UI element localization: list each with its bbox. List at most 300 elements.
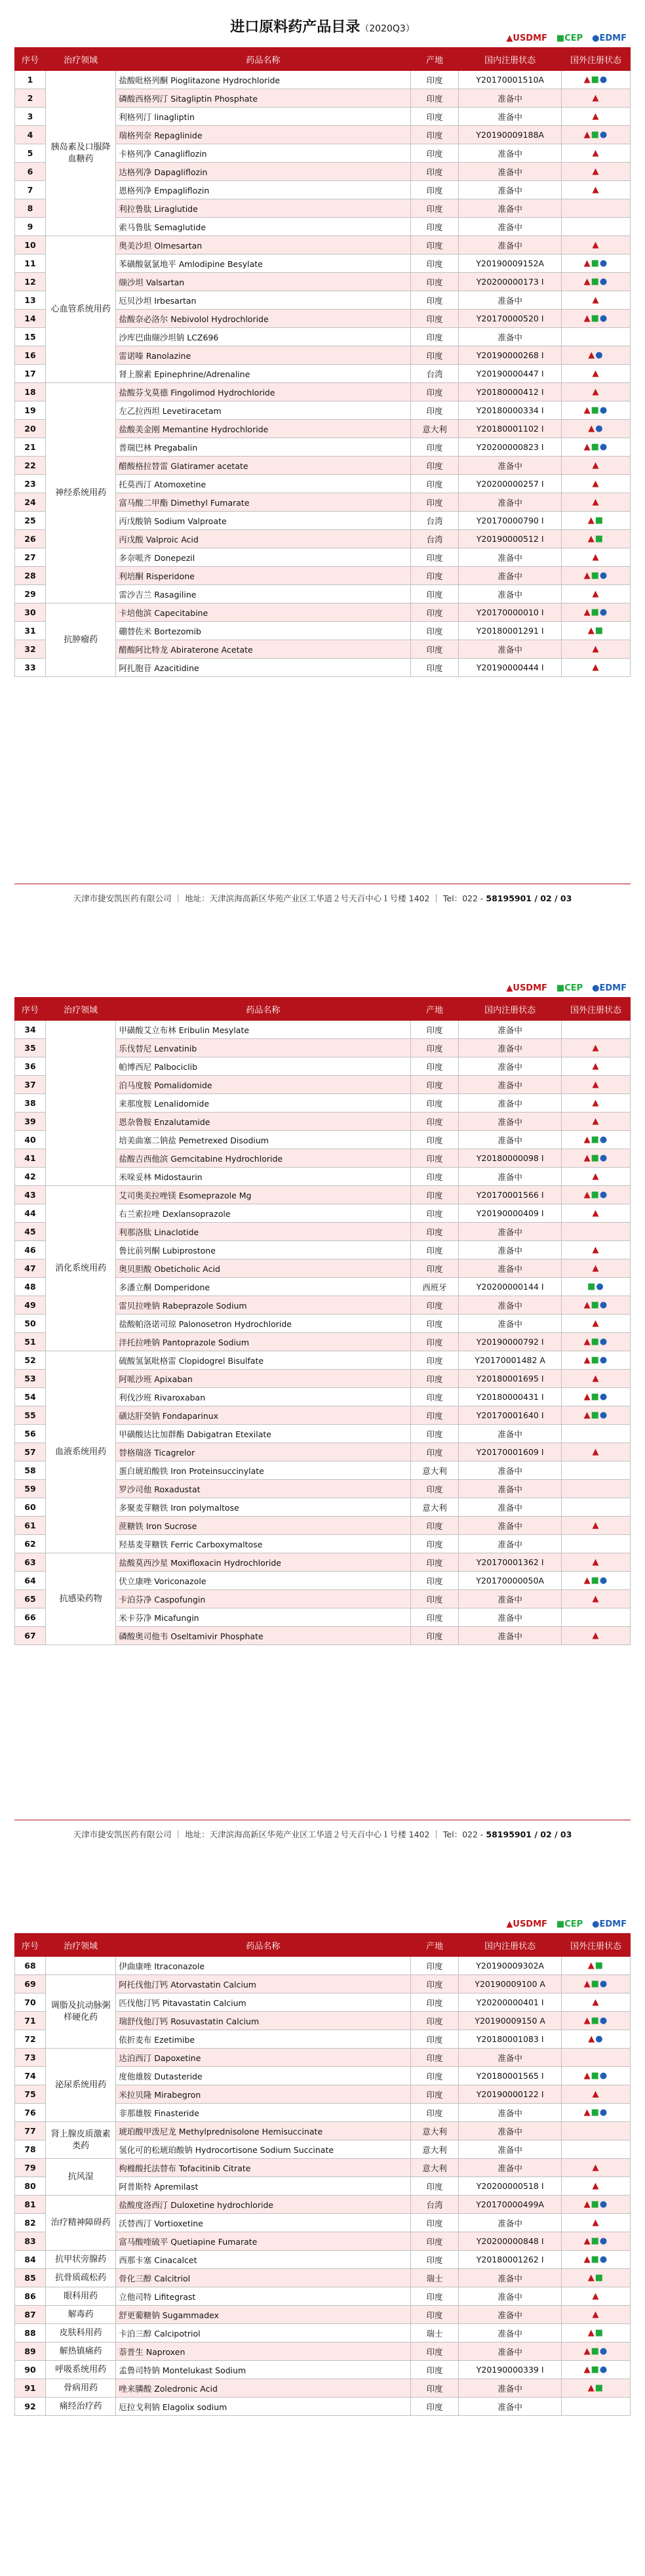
- cell-origin: 印度: [410, 1425, 459, 1443]
- cell-domestic-status: 准备中: [459, 2214, 562, 2232]
- cell-drug-name: 利培酮 Risperidone: [116, 567, 410, 585]
- cell-foreign-status: [561, 1168, 630, 1186]
- cell-therapeutic-area: 抗感染药物: [45, 1553, 115, 1645]
- usdmf-mark-icon: ▲: [583, 2346, 591, 2356]
- table-body: [15, 1021, 631, 1645]
- cep-mark-icon: ■: [591, 1190, 600, 1200]
- cell-origin: 印度: [410, 218, 459, 236]
- cell-domestic-status: Y20170001609 I: [459, 1443, 562, 1462]
- cell-foreign-status: [561, 1241, 630, 1259]
- cell-origin: 印度: [410, 475, 459, 493]
- cell-domestic-status: 准备中: [459, 1168, 562, 1186]
- cell-foreign-status: [561, 2030, 630, 2049]
- cell-no: 40: [15, 1131, 46, 1149]
- cep-mark-icon: ■: [591, 1979, 600, 1989]
- cell-domestic-status: Y20180000431 I: [459, 1388, 562, 1406]
- cell-foreign-status: [561, 236, 630, 255]
- header-reg: 国外注册状态: [561, 48, 630, 71]
- cell-origin: 印度: [410, 2398, 459, 2416]
- cell-domestic-status: 准备中: [459, 2159, 562, 2177]
- cell-foreign-status: [561, 310, 630, 328]
- cell-origin: 印度: [410, 1957, 459, 1975]
- cell-no: 80: [15, 2177, 46, 2196]
- cell-no: 72: [15, 2030, 46, 2049]
- cell-therapeutic-area: 眼科用药: [45, 2287, 115, 2306]
- cell-origin: 印度: [410, 2306, 459, 2324]
- cell-origin: 西班牙: [410, 1278, 459, 1296]
- table-row: [15, 2306, 631, 2324]
- cell-no: 26: [15, 530, 46, 548]
- cell-origin: 印度: [410, 89, 459, 108]
- cep-mark-icon: ■: [595, 534, 604, 544]
- usdmf-mark-icon: ▲: [583, 2365, 591, 2375]
- cell-therapeutic-area: 抗骨质疏松药: [45, 2269, 115, 2287]
- header-origin: 产地: [410, 1934, 459, 1957]
- usdmf-mark-icon: ▲: [592, 2291, 600, 2301]
- usdmf-mark-icon: ▲: [592, 185, 600, 195]
- cell-no: 18: [15, 383, 46, 401]
- cell-drug-name: 阿扎胞苷 Azacitidine: [116, 659, 410, 677]
- cell-foreign-status: [561, 1351, 630, 1370]
- usdmf-mark-icon: ▲: [583, 1135, 591, 1145]
- cell-origin: 印度: [410, 273, 459, 291]
- table-row: [15, 1553, 631, 1572]
- cell-foreign-status: [561, 585, 630, 603]
- cell-domestic-status: 准备中: [459, 199, 562, 218]
- usdmf-mark-icon: ▲: [592, 1172, 600, 1181]
- catalog-page-1: [0, 0, 645, 950]
- usdmf-mark-icon: ▲: [583, 1153, 591, 1163]
- cell-therapeutic-area: [45, 1021, 115, 1186]
- cep-mark-icon: ■: [591, 2365, 600, 2375]
- cell-origin: 印度: [410, 1223, 459, 1241]
- cell-domestic-status: 准备中: [459, 640, 562, 659]
- cell-foreign-status: [561, 2049, 630, 2067]
- usdmf-mark-icon: ▲: [592, 1116, 600, 1126]
- cell-no: 76: [15, 2104, 46, 2122]
- registration-legend: [14, 1915, 631, 1933]
- cell-drug-name: 枸橼酸托法替布 Tofacitinib Citrate: [116, 2159, 410, 2177]
- cell-foreign-status: [561, 1333, 630, 1351]
- cep-mark-icon: ■: [591, 75, 600, 85]
- cell-drug-name: 普瑞巴林 Pregabalin: [116, 438, 410, 457]
- cell-drug-name: 替格瑞洛 Ticagrelor: [116, 1443, 410, 1462]
- cell-domestic-status: Y20190000512 I: [459, 530, 562, 548]
- cell-drug-name: 培美曲塞二钠盐 Pemetrexed Disodium: [116, 1131, 410, 1149]
- footer-addr-label: 地址：: [185, 1830, 210, 1839]
- cell-domestic-status: 准备中: [459, 2379, 562, 2398]
- catalog-page-2: [0, 950, 645, 1886]
- edmf-mark-icon: ●: [599, 277, 608, 287]
- header-no: 序号: [15, 48, 46, 71]
- cell-foreign-status: [561, 2085, 630, 2104]
- cell-drug-name: 卡泊芬净 Caspofungin: [116, 1590, 410, 1608]
- cell-domestic-status: Y20170000790 I: [459, 512, 562, 530]
- cell-therapeutic-area: 抗肿瘤药: [45, 603, 115, 677]
- cep-mark-icon: ■: [591, 258, 600, 268]
- cell-origin: 印度: [410, 438, 459, 457]
- cell-domestic-status: 准备中: [459, 2269, 562, 2287]
- usdmf-mark-icon: ▲: [587, 1961, 595, 1971]
- cell-domestic-status: Y20190000122 I: [459, 2085, 562, 2104]
- cell-origin: 印度: [410, 71, 459, 89]
- header-name: 药品名称: [116, 998, 410, 1021]
- cell-therapeutic-area: 抗甲状旁腺药: [45, 2251, 115, 2269]
- cell-domestic-status: Y20200000173 I: [459, 273, 562, 291]
- cell-origin: 印度: [410, 1039, 459, 1057]
- header-name: 药品名称: [116, 48, 410, 71]
- cep-mark-icon: ■: [591, 1410, 600, 1420]
- cell-origin: 印度: [410, 1094, 459, 1113]
- cell-drug-name: 舒更葡糖钠 Sugammadex: [116, 2306, 410, 2324]
- cell-drug-name: 厄贝沙坦 Irbesartan: [116, 291, 410, 310]
- usdmf-mark-icon: ▲: [592, 460, 600, 470]
- cell-domestic-status: Y20170001362 I: [459, 1553, 562, 1572]
- cell-no: 8: [15, 199, 46, 218]
- table-row: [15, 2324, 631, 2342]
- legend-usdmf: ▲USDMF: [506, 33, 547, 43]
- edmf-mark-icon: ●: [595, 350, 604, 360]
- edmf-mark-icon: ●: [599, 2365, 608, 2375]
- cell-domestic-status: 准备中: [459, 1296, 562, 1315]
- cep-mark-icon: ■: [591, 607, 600, 617]
- cell-foreign-status: [561, 1021, 630, 1039]
- table-row: [15, 2049, 631, 2067]
- edmf-mark-icon: ●: [596, 1282, 604, 1292]
- cell-origin: 印度: [410, 310, 459, 328]
- cep-mark-icon: ■: [591, 1337, 600, 1347]
- cell-drug-name: 孟鲁司特钠 Montelukast Sodium: [116, 2361, 410, 2379]
- cell-foreign-status: [561, 89, 630, 108]
- cell-drug-name: 利那洛肽 Linaclotide: [116, 1223, 410, 1241]
- cell-no: 77: [15, 2122, 46, 2140]
- footer-tel-label: Tel：022 -: [442, 893, 484, 903]
- usdmf-mark-icon: ▲: [592, 2310, 600, 2320]
- header-name: 药品名称: [116, 1934, 410, 1957]
- cell-no: 74: [15, 2067, 46, 2085]
- edmf-mark-icon: ●: [595, 424, 604, 434]
- cell-drug-name: 利拉鲁肽 Liraglutide: [116, 199, 410, 218]
- cell-foreign-status: [561, 1094, 630, 1113]
- cell-origin: 意大利: [410, 1498, 459, 1517]
- cell-foreign-status: [561, 1057, 630, 1076]
- cell-drug-name: 甲磺酸达比加群酯 Dabigatran Etexilate: [116, 1425, 410, 1443]
- cell-foreign-status: [561, 1480, 630, 1498]
- cell-domestic-status: Y20190009302A: [459, 1957, 562, 1975]
- table-row: [15, 2159, 631, 2177]
- cell-origin: 印度: [410, 1627, 459, 1645]
- cell-drug-name: 立他司特 Lifitegrast: [116, 2287, 410, 2306]
- cell-origin: 印度: [410, 1333, 459, 1351]
- page-title: [14, 0, 631, 35]
- cell-origin: 印度: [410, 1517, 459, 1535]
- usdmf-mark-icon: ▲: [583, 1979, 591, 1989]
- cell-drug-name: 雷沙吉兰 Rasagiline: [116, 585, 410, 603]
- table-row: [15, 1957, 631, 1975]
- cep-mark-icon: ■: [591, 314, 600, 323]
- cell-foreign-status: [561, 1462, 630, 1480]
- cell-no: 29: [15, 585, 46, 603]
- edmf-mark-icon: ●: [599, 2108, 608, 2117]
- cell-domestic-status: 准备中: [459, 1076, 562, 1094]
- cell-no: 82: [15, 2214, 46, 2232]
- header-no: 序号: [15, 1934, 46, 1957]
- edmf-mark-icon: ●: [599, 1355, 608, 1365]
- cell-no: 78: [15, 2140, 46, 2159]
- usdmf-mark-icon: ▲: [588, 424, 596, 434]
- cell-foreign-status: [561, 475, 630, 493]
- cell-drug-name: 丙戊酸 Valproic Acid: [116, 530, 410, 548]
- usdmf-mark-icon: ▲: [592, 2181, 600, 2191]
- cep-mark-icon: ■: [591, 1392, 600, 1402]
- cell-drug-name: 依折麦布 Ezetimibe: [116, 2030, 410, 2049]
- cell-drug-name: 甲磺酸艾立布林 Eribulin Mesylate: [116, 1021, 410, 1039]
- cell-no: 58: [15, 1462, 46, 1480]
- cell-drug-name: 非那雄胺 Finasteride: [116, 2104, 410, 2122]
- header-origin: 产地: [410, 998, 459, 1021]
- cep-mark-icon: ■: [591, 2108, 600, 2117]
- cell-drug-name: 匹伐他汀钙 Pitavastatin Calcium: [116, 1993, 410, 2012]
- footer-tel-label: Tel：022 -: [442, 1830, 484, 1839]
- cell-foreign-status: [561, 1039, 630, 1057]
- cell-domestic-status: Y20190009188A: [459, 126, 562, 144]
- usdmf-mark-icon: ▲: [592, 1594, 600, 1604]
- cell-drug-name: 盐酸芬戈莫德 Fingolimod Hydrochloride: [116, 383, 410, 401]
- cell-foreign-status: [561, 1370, 630, 1388]
- cell-domestic-status: 准备中: [459, 1241, 562, 1259]
- cell-foreign-status: [561, 622, 630, 640]
- usdmf-mark-icon: ▲: [592, 240, 600, 250]
- cell-no: 31: [15, 622, 46, 640]
- cell-origin: 印度: [410, 1057, 459, 1076]
- cep-mark-icon: ■: [591, 2255, 600, 2264]
- cell-origin: 印度: [410, 255, 459, 273]
- cell-foreign-status: [561, 1278, 630, 1296]
- edmf-mark-icon: ●: [599, 1153, 608, 1163]
- cell-no: 54: [15, 1388, 46, 1406]
- edmf-mark-icon: ●: [599, 1300, 608, 1310]
- cep-mark-icon: ■: [595, 2328, 604, 2338]
- cell-drug-name: 伏立康唑 Voriconazole: [116, 1572, 410, 1590]
- cell-drug-name: 丙戊酸钠 Sodium Valproate: [116, 512, 410, 530]
- cell-origin: 意大利: [410, 420, 459, 438]
- cell-origin: 印度: [410, 603, 459, 622]
- usdmf-mark-icon: ▲: [583, 571, 591, 581]
- cell-origin: 印度: [410, 401, 459, 420]
- cell-foreign-status: [561, 1443, 630, 1462]
- edmf-mark-icon: ●: [599, 2236, 608, 2246]
- cell-domestic-status: 准备中: [459, 457, 562, 475]
- cell-domestic-status: 准备中: [459, 108, 562, 126]
- cell-foreign-status: [561, 1113, 630, 1131]
- usdmf-mark-icon: ▲: [592, 1631, 600, 1641]
- cell-therapeutic-area: 解毒药: [45, 2306, 115, 2324]
- cell-foreign-status: [561, 218, 630, 236]
- cell-no: 91: [15, 2379, 46, 2398]
- cell-no: 87: [15, 2306, 46, 2324]
- cell-origin: 印度: [410, 622, 459, 640]
- cell-domestic-status: 准备中: [459, 1535, 562, 1553]
- cell-origin: 印度: [410, 1131, 459, 1149]
- table-header-row: [15, 1934, 631, 1957]
- edmf-mark-icon: ●: [599, 314, 608, 323]
- cell-no: 14: [15, 310, 46, 328]
- usdmf-mark-icon: ▲: [592, 2089, 600, 2099]
- footer-address: 天津滨海高新区华苑产业区工华道２号天百中心１号楼 1402: [209, 893, 430, 903]
- cell-domestic-status: Y20180001102 I: [459, 420, 562, 438]
- usdmf-mark-icon: ▲: [592, 663, 600, 672]
- cell-origin: 印度: [410, 1370, 459, 1388]
- cell-drug-name: 盐酸帕洛诺司琼 Palonosetron Hydrochloride: [116, 1315, 410, 1333]
- cell-domestic-status: 准备中: [459, 1021, 562, 1039]
- table-row: [15, 2269, 631, 2287]
- cell-domestic-status: Y20170000520 I: [459, 310, 562, 328]
- cell-domestic-status: Y20180001291 I: [459, 622, 562, 640]
- cell-no: 17: [15, 365, 46, 383]
- cell-therapeutic-area: 痛经治疗药: [45, 2398, 115, 2416]
- cep-mark-icon: ■: [591, 2016, 600, 2026]
- cell-domestic-status: 准备中: [459, 1113, 562, 1131]
- usdmf-mark-icon: ▲: [583, 2236, 591, 2246]
- cell-no: 75: [15, 2085, 46, 2104]
- usdmf-mark-icon: ▲: [583, 2255, 591, 2264]
- cell-no: 50: [15, 1315, 46, 1333]
- cell-domestic-status: Y20190009150 A: [459, 2012, 562, 2030]
- cell-domestic-status: Y20170001510A: [459, 71, 562, 89]
- usdmf-mark-icon: ▲: [587, 534, 595, 544]
- table-row: [15, 2398, 631, 2416]
- cell-domestic-status: Y20170001482 A: [459, 1351, 562, 1370]
- cell-no: 23: [15, 475, 46, 493]
- usdmf-mark-icon: ▲: [587, 2273, 595, 2283]
- cell-no: 34: [15, 1021, 46, 1039]
- cell-origin: 意大利: [410, 2159, 459, 2177]
- cell-no: 90: [15, 2361, 46, 2379]
- cep-mark-icon: ■: [591, 130, 600, 140]
- footer-tel: 58195901 / 02 / 03: [486, 893, 572, 903]
- cell-origin: 印度: [410, 1535, 459, 1553]
- cell-origin: 印度: [410, 2251, 459, 2269]
- cell-origin: 印度: [410, 1993, 459, 2012]
- cell-domestic-status: Y20190000444 I: [459, 659, 562, 677]
- cell-no: 64: [15, 1572, 46, 1590]
- cell-origin: 印度: [410, 2177, 459, 2196]
- cell-origin: 台湾: [410, 512, 459, 530]
- cell-drug-name: 卡格列净 Canagliflozin: [116, 144, 410, 163]
- table-row: [15, 2379, 631, 2398]
- edmf-mark-icon: ●: [599, 1576, 608, 1585]
- cell-foreign-status: [561, 144, 630, 163]
- cell-no: 62: [15, 1535, 46, 1553]
- cell-origin: 印度: [410, 548, 459, 567]
- page-footer: 天津市捷安凯医药有限公司 ｜ 地址：天津滨海高新区华苑产业区工华道２号天百中心１号楼 1402 ｜ Tel：022 - 58195901 / 02 / 03: [14, 1820, 631, 1840]
- cell-no: 19: [15, 401, 46, 420]
- usdmf-mark-icon: ▲: [583, 1337, 591, 1347]
- cell-no: 57: [15, 1443, 46, 1462]
- cell-no: 70: [15, 1993, 46, 2012]
- usdmf-mark-icon: ▲: [583, 1190, 591, 1200]
- cell-therapeutic-area: 抗风湿: [45, 2159, 115, 2196]
- cell-origin: 印度: [410, 383, 459, 401]
- cell-foreign-status: [561, 2232, 630, 2251]
- edmf-mark-icon: ●: [599, 1392, 608, 1402]
- table-header-row: [15, 48, 631, 71]
- usdmf-mark-icon: ▲: [592, 2163, 600, 2173]
- cell-drug-name: 阿哌沙班 Apixaban: [116, 1370, 410, 1388]
- cell-domestic-status: 准备中: [459, 548, 562, 567]
- cell-foreign-status: [561, 1149, 630, 1168]
- usdmf-mark-icon: ▲: [583, 442, 591, 452]
- cell-domestic-status: 准备中: [459, 1259, 562, 1278]
- cell-foreign-status: [561, 603, 630, 622]
- table-row: [15, 2361, 631, 2379]
- usdmf-mark-icon: ▲: [592, 552, 600, 562]
- usdmf-mark-icon: ▲: [592, 93, 600, 103]
- cell-no: 49: [15, 1296, 46, 1315]
- cell-domestic-status: Y20170001640 I: [459, 1406, 562, 1425]
- cell-drug-name: 艾司奥美拉唑镁 Esomeprazole Mg: [116, 1186, 410, 1204]
- cell-foreign-status: [561, 457, 630, 475]
- cell-therapeutic-area: 神经系统用药: [45, 383, 115, 603]
- cell-origin: 印度: [410, 2379, 459, 2398]
- cell-drug-name: 醋酸格拉替雷 Glatiramer acetate: [116, 457, 410, 475]
- cell-domestic-status: 准备中: [459, 1057, 562, 1076]
- cell-domestic-status: Y20170000010 I: [459, 603, 562, 622]
- usdmf-mark-icon: ▲: [592, 1061, 600, 1071]
- cell-no: 15: [15, 328, 46, 346]
- cell-domestic-status: 准备中: [459, 567, 562, 585]
- cell-no: 11: [15, 255, 46, 273]
- cell-drug-name: 达泊西汀 Dapoxetine: [116, 2049, 410, 2067]
- cell-origin: 印度: [410, 1388, 459, 1406]
- cell-foreign-status: [561, 383, 630, 401]
- cell-no: 9: [15, 218, 46, 236]
- cell-drug-name: 雷贝拉唑钠 Rabeprazole Sodium: [116, 1296, 410, 1315]
- edmf-mark-icon: ●: [599, 405, 608, 415]
- cell-drug-name: 西那卡塞 Cinacalcet: [116, 2251, 410, 2269]
- cell-no: 52: [15, 1351, 46, 1370]
- cell-therapeutic-area: 消化系统用药: [45, 1186, 115, 1351]
- cell-origin: 印度: [410, 1480, 459, 1498]
- cell-origin: 意大利: [410, 1462, 459, 1480]
- usdmf-mark-icon: ▲: [592, 497, 600, 507]
- cell-no: 55: [15, 1406, 46, 1425]
- cep-mark-icon: ■: [591, 405, 600, 415]
- cell-domestic-status: 准备中: [459, 1131, 562, 1149]
- usdmf-mark-icon: ▲: [592, 2218, 600, 2228]
- cep-mark-icon: ■: [595, 1961, 604, 1971]
- cell-no: 85: [15, 2269, 46, 2287]
- legend-usdmf: ▲USDMF: [506, 983, 547, 993]
- cell-drug-name: 恩杂鲁胺 Enzalutamide: [116, 1113, 410, 1131]
- cep-mark-icon: ■: [591, 2071, 600, 2081]
- cell-foreign-status: [561, 640, 630, 659]
- cell-origin: 瑞士: [410, 2324, 459, 2342]
- cell-domestic-status: Y20200000144 I: [459, 1278, 562, 1296]
- table-row: [15, 2287, 631, 2306]
- cell-origin: 印度: [410, 640, 459, 659]
- cell-domestic-status: Y20190000409 I: [459, 1204, 562, 1223]
- cell-therapeutic-area: 骨病用药: [45, 2379, 115, 2398]
- cell-foreign-status: [561, 1590, 630, 1608]
- header-area: 治疗领域: [45, 48, 115, 71]
- cell-foreign-status: [561, 346, 630, 365]
- cell-drug-name: 罗沙司他 Roxadustat: [116, 1480, 410, 1498]
- legend-usdmf: ▲USDMF: [506, 1919, 547, 1929]
- cep-mark-icon: ■: [591, 2346, 600, 2356]
- cell-drug-name: 盐酸莫西沙星 Moxifloxacin Hydrochloride: [116, 1553, 410, 1572]
- cell-no: 16: [15, 346, 46, 365]
